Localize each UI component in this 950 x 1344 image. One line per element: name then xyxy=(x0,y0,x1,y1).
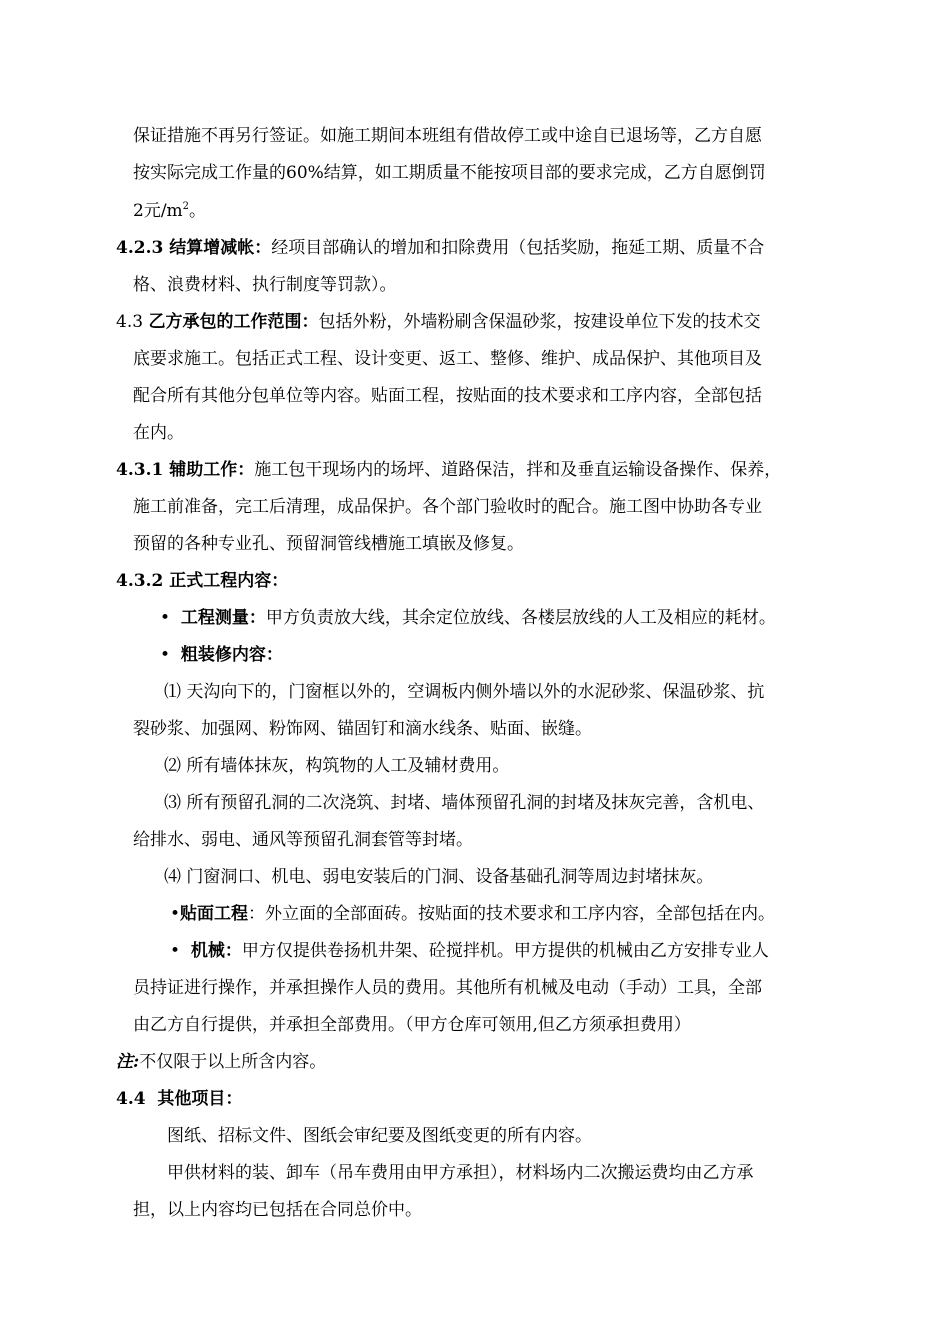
bullet-icon: • xyxy=(170,941,181,961)
s44-heading: 4.4 其他项目： xyxy=(116,1089,243,1109)
s43-line1-text: 包括外粉，外墙粉刷含保温砂浆，按建设单位下发的技术交 xyxy=(318,312,761,332)
s432-bullet1 xyxy=(160,606,776,630)
s423-line1 xyxy=(116,236,764,260)
bullet-icon: • xyxy=(160,608,171,628)
s432-bullet4-heading: 机械： xyxy=(190,941,242,961)
s432-item4-number: ⑷ xyxy=(164,867,181,887)
s44-heading-line xyxy=(116,1087,242,1111)
s432-heading-line xyxy=(116,569,288,593)
bullet-icon: • xyxy=(160,645,171,665)
p1-line1 xyxy=(133,124,847,148)
p1-line3-end: 。 xyxy=(189,201,207,221)
p1-line1-text: 保证措施不再另行签证。如施工期间本班组有借故停工或中途自已退场等，乙方自愿 xyxy=(133,126,762,146)
s432-bullet2 xyxy=(160,643,283,667)
s431-line1-text: 施工包干现场内的场坪、道路保洁，拌和及垂直运输设备操作、保养， xyxy=(254,460,782,480)
s432-item3-line2-text: 给排水、弱电、通风等预留孔洞套管等封堵。 xyxy=(133,830,473,850)
s432-item3-line2 xyxy=(133,828,473,852)
p1-line2-text: 按实际完成工作量的60%结算，如工期质量不能按项目部的要求完成，乙方自愿倒罚 xyxy=(133,163,766,183)
s44-line1-text: 图纸、招标文件、图纸会审纪要及图纸变更的所有内容。 xyxy=(167,1126,592,1146)
s44-line1 xyxy=(167,1124,592,1148)
s43-line4-text: 在内。 xyxy=(133,423,184,443)
s432-bullet1-text: 甲方负责放大线，其余定位放线、各楼层放线的人工及相应的耗材。 xyxy=(265,608,776,628)
s432-item4-text: 门窗洞口、机电、弱电安装后的门洞、设备基础孔洞等周边封堵抹灰。 xyxy=(186,867,714,887)
s44-line3-text: 担，以上内容均已包括在合同总价中。 xyxy=(133,1200,422,1220)
s432-item1-line2-text: 裂砂浆、加强网、粉饰网、锚固钉和滴水线条、贴面、嵌缝。 xyxy=(133,719,592,739)
s432-bullet4-line1-text: 甲方仅提供卷扬机井架、砼搅拌机。甲方提供的机械由乙方安排专业人 xyxy=(241,941,769,961)
s432-note xyxy=(116,1050,326,1074)
s432-bullet4-line1 xyxy=(170,939,769,963)
s432-item4 xyxy=(164,865,713,889)
p1-superscript: 2 xyxy=(182,201,190,212)
s432-bullet4-line2-text: 员持证进行操作，并承担操作人员的费用。其他所有机械及电动（手动）工具，全部 xyxy=(133,978,762,998)
s432-note-text: 不仅限于以上所含内容。 xyxy=(139,1052,327,1072)
s43-line3-text: 配合所有其他分包单位等内容。贴面工程，按贴面的技术要求和工序内容，全部包括 xyxy=(133,386,762,406)
s432-heading: 4.3.2 正式工程内容： xyxy=(116,571,289,591)
s431-heading: 4.3.1 辅助工作： xyxy=(116,460,255,480)
s423-line2 xyxy=(133,273,397,297)
s432-bullet4-line2 xyxy=(133,976,762,1000)
s431-line3-text: 预留的各种专业孔、预留洞管线槽施工填嵌及修复。 xyxy=(133,534,524,554)
s432-bullet3-heading: 贴面工程 xyxy=(180,904,249,924)
p1-line2 xyxy=(133,161,847,185)
s431-line2 xyxy=(133,495,762,519)
s43-line2-text: 底要求施工。包括正式工程、设计变更、返工、整修、维护、成品保护、其他项目及 xyxy=(133,349,762,369)
s423-line2-text: 格、浪费材料、执行制度等罚款）。 xyxy=(133,275,397,295)
s43-line3 xyxy=(133,384,762,408)
s431-line1 xyxy=(116,458,781,482)
s432-bullet2-heading: 粗装修内容： xyxy=(180,645,283,665)
s44-line2 xyxy=(167,1161,754,1185)
s431-line2-text: 施工前准备，完工后清理，成品保护。各个部门验收时的配合。施工图中协助各专业 xyxy=(133,497,762,517)
s432-item1-line1-text: 天沟向下的，门窗框以外的，空调板内侧外墙以外的水泥砂浆、保温砂浆、抗 xyxy=(186,682,765,702)
s432-bullet3-text: ：外立面的全部面砖。按贴面的技术要求和工序内容，全部包括在内。 xyxy=(248,904,776,924)
bullet-icon: • xyxy=(170,904,181,924)
s43-line4 xyxy=(133,421,184,445)
s432-item2-text: 所有墙体抹灰，构筑物的人工及辅材费用。 xyxy=(186,756,510,776)
s432-item3-line1 xyxy=(164,791,764,815)
s43-number: 4.3 xyxy=(116,312,149,332)
s44-line2-text: 甲供材料的装、卸车（吊车费用由甲方承担），材料场内二次搬运费均由乙方承 xyxy=(167,1163,754,1183)
s431-line3 xyxy=(133,532,524,556)
s44-line3 xyxy=(133,1198,422,1222)
s432-item1-line1 xyxy=(164,680,764,704)
s432-item2 xyxy=(164,754,509,778)
s432-item3-number: ⑶ xyxy=(164,793,181,813)
s432-item1-number: ⑴ xyxy=(164,682,181,702)
s432-bullet4-line3-text: 由乙方自行提供，并承担全部费用。（甲方仓库可领用,但乙方须承担费用） xyxy=(133,1015,691,1035)
s43-heading: 乙方承包的工作范围： xyxy=(148,312,319,332)
s432-item1-line2 xyxy=(133,717,592,741)
s432-note-heading: 注: xyxy=(116,1052,140,1072)
s432-item3-line1-text: 所有预留孔洞的二次浇筑、封堵、墙体预留孔洞的封堵及抹灰完善，含机电、 xyxy=(186,793,765,813)
p1-line3-text: 2元/m xyxy=(133,201,183,221)
s43-line1 xyxy=(116,310,760,334)
s432-bullet3 xyxy=(170,902,775,926)
s432-item2-number: ⑵ xyxy=(164,756,181,776)
s423-heading: 4.2.3 结算增减帐： xyxy=(116,238,272,258)
p1-line3 xyxy=(133,199,206,223)
s43-line2 xyxy=(133,347,762,371)
s432-bullet4-line3 xyxy=(133,1013,691,1037)
s423-line1-text: 经项目部确认的增加和扣除费用（包括奖励，拖延工期、质量不合 xyxy=(271,238,765,258)
s432-bullet1-heading: 工程测量： xyxy=(180,608,266,628)
